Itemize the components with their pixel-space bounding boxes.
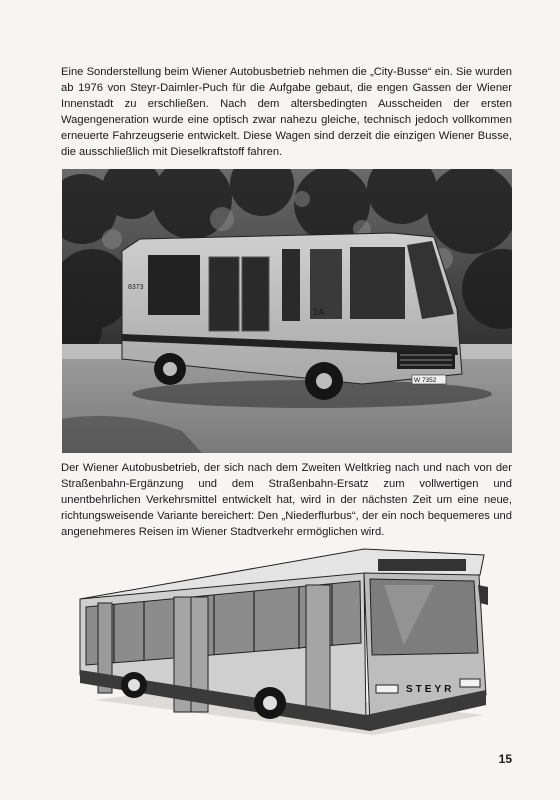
- license-plate-label: W 7352: [414, 377, 437, 384]
- brand-label: STEYR: [406, 684, 455, 695]
- destination-code-label: 1A: [313, 307, 325, 317]
- city-bus-photo: [62, 169, 512, 453]
- low-floor-bus-drawing: [74, 545, 494, 745]
- page-number: 15: [498, 752, 512, 766]
- intro-paragraph: Eine Sonderstellung beim Wiener Autobusbetrieb nehmen die „City-Busse“ ein. Sie wurden ab 1976 von Steyr-Daimler-Puch für die Aufgabe gebaut, die engen Gassen der Wiener Innenstadt zu erschließen. Nach dem altersbedingten Ausscheiden der ersten Wagengeneration wurde eine optisch zwar nahezu gleiche, technisch jedoch vollkommen erneuerte Fahrzeugserie entwickelt. Diese Wagen sind derzeit die einzigen Wiener Busse, die ausschließlich mit Dieselkraftstoff fahren.: [61, 66, 512, 158]
- outlook-paragraph: Der Wiener Autobusbetrieb, der sich nach dem Zweiten Weltkrieg nach und nach von der Straßenbahn-Ergänzung und dem Straßenbahn-Ersatz zum vollwertigen und unentbehrlichen Verkehrsmittel entwickelt hat, wird in der nächsten Zeit um eine neue, richtungsweisende Variante bereichert: Den „Niederflurbus“, der ein noch bequemeres und angenehmeres Reisen im Wiener Stadtverkehr ermöglichen wird.: [61, 462, 512, 538]
- bus-number-label: 8373: [128, 284, 144, 291]
